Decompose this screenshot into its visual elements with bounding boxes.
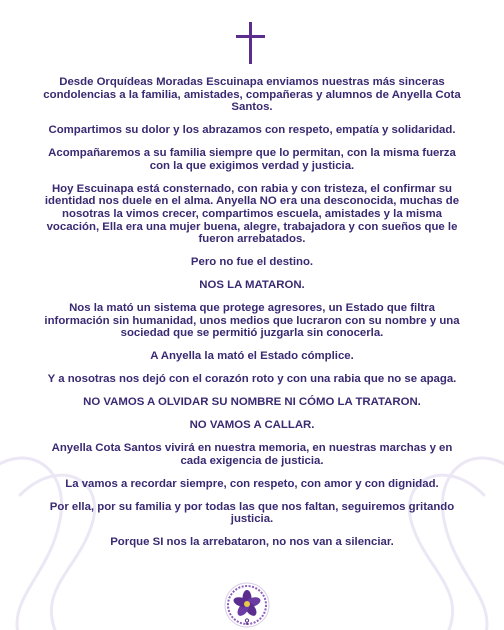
paragraph-complicit-state: A Anyella la mató el Estado cómplice. — [150, 350, 354, 363]
paragraph-broken-heart: Y a nosotras nos dejó con el corazón roto y con una rabia que no se apaga. — [47, 373, 457, 386]
paragraph-accompany-family: Acompañaremos a su familia siempre que lo permitan, con la misma fuerza con la que exigimos verdad y justicia. — [48, 147, 456, 172]
paragraph-condolences: Desde Orquídeas Moradas Escuinapa enviamos nuestras más sinceras condolencias a la familia, amistades, compañeras y alumnos de Anyella Cota Santos. — [43, 76, 461, 114]
cross-vertical-bar — [249, 22, 252, 64]
condolence-letter — [42, 76, 462, 559]
paragraph-not-destiny: Pero no fue el destino. — [190, 256, 314, 269]
cross-icon — [234, 22, 268, 64]
paragraph-escuinapa-consternation: Hoy Escuinapa está consternado, con rabia y con tristeza, el confirmar su identidad nos duele en el alma. Anyella NO era una desconocida, muchas de nosotras la vimos crecer, compartimos escuela, amistades y la misma vocación, Ella era una mujer buena, alegre, trabajadora y con sueños que le fueron arrebatados. — [44, 182, 460, 246]
cross-horizontal-bar — [236, 35, 265, 38]
paragraph-they-killed-her: NOS LA MATARON. — [199, 279, 305, 292]
paragraph-remember-always: La vamos a recordar siempre, con respeto, con amor y con dignidad. — [65, 477, 439, 490]
paragraph-memory: Anyella Cota Santos vivirá en nuestra memoria, en nuestras marchas y en cada exigencia de justicia. — [51, 442, 453, 467]
paragraph-shout-justice: Por ella, por su familia y por todas las que nos faltan, seguiremos gritando justicia. — [49, 500, 455, 526]
paragraph-shared-pain: Compartimos su dolor y los abrazamos con respeto, empatía y solidaridad. — [48, 124, 456, 137]
paragraph-system-blame: Nos la mató un sistema que protege agresores, un Estado que filtra información sin humanidad, unos medios que lucraron con su nombre y una sociedad que se permitió juzgarla sin conocerla. — [44, 302, 460, 340]
orchid-logo-icon — [223, 581, 271, 629]
paragraph-will-not-be-silent: NO VAMOS A CALLAR. — [189, 419, 315, 432]
paragraph-will-not-silence: Porque SI nos la arrebataron, no nos van a silenciar. — [110, 536, 394, 549]
paragraph-will-not-forget: NO VAMOS A OLVIDAR SU NOMBRE NI CÓMO LA TRATARON. — [83, 396, 421, 409]
